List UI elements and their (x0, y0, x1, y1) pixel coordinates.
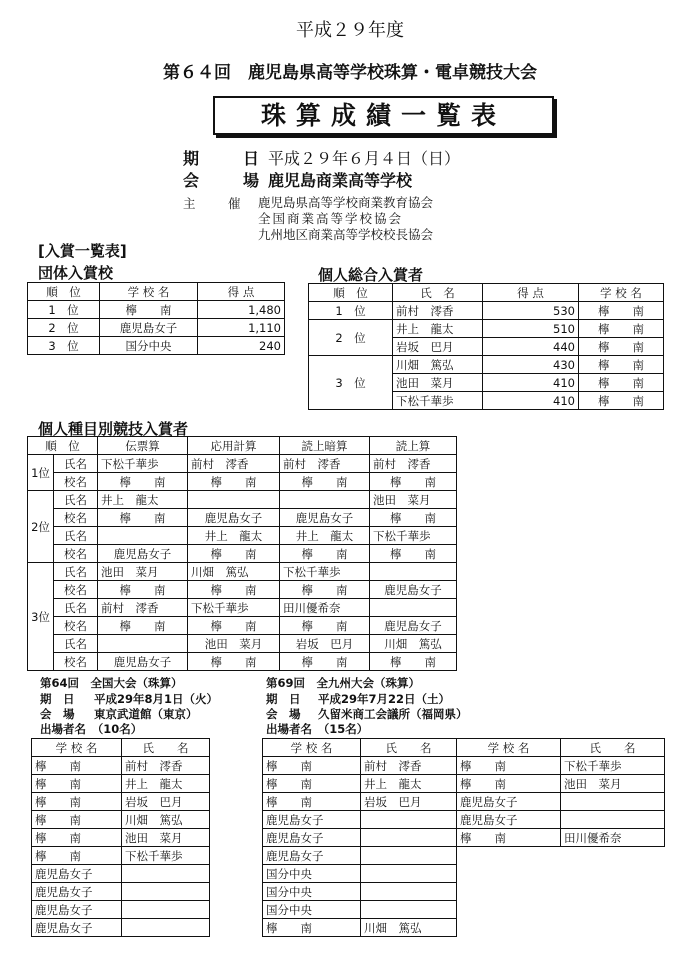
national-date: 平成29年8月1日（火） (94, 692, 219, 706)
event-cell: 檸 南 (188, 545, 280, 563)
kyushu-name (361, 865, 457, 883)
kyushu-line1: 第69回 全九州大会（珠算） (266, 676, 421, 690)
table-row (32, 739, 210, 757)
individual-rank: 3 位 (309, 356, 393, 410)
school-label: 校名 (54, 653, 98, 671)
event-cell: 田川優希奈 (280, 599, 370, 617)
individual-score: 530 (483, 302, 579, 320)
table-row (263, 811, 457, 829)
event-cell: 前村 澪香 (370, 455, 457, 473)
kyushu-count: 出場者名 （15名） (266, 722, 369, 736)
event-cell: 檸 南 (188, 617, 280, 635)
kyushu-date-label: 期 日 (266, 692, 301, 706)
event-cell (370, 599, 457, 617)
event-table (27, 436, 457, 671)
team-rank: 1 位 (28, 301, 100, 319)
table-row (28, 437, 457, 455)
kyushu-name (361, 829, 457, 847)
individual-school: 檸 南 (579, 356, 664, 374)
event-cell: 檸 南 (370, 653, 457, 671)
national-name: 井上 龍太 (122, 775, 210, 793)
individual-name: 前村 澪香 (393, 302, 483, 320)
table-row (457, 793, 665, 811)
kyushu-name (561, 793, 665, 811)
name-label: 氏名 (54, 563, 98, 581)
national-school: 鹿児島女子 (32, 919, 122, 937)
event-cell: 鹿児島女子 (370, 617, 457, 635)
name-label: 氏名 (54, 527, 98, 545)
venue-value: 鹿児島商業高等学校 (268, 171, 413, 190)
kyushu-name: 川畑 篤弘 (361, 919, 457, 937)
event-cell: 池田 菜月 (188, 635, 280, 653)
table-row (263, 847, 457, 865)
kyushu-date: 平成29年7月22日（土） (318, 692, 451, 706)
national-school: 檸 南 (32, 793, 122, 811)
table-row (28, 473, 457, 491)
table-row (309, 320, 664, 338)
event-heading: 第６４回 鹿児島県高等学校珠算・電卓競技大会 (163, 63, 537, 83)
event-cell: 檸 南 (98, 509, 188, 527)
event-header-oyo: 応用計算 (188, 437, 280, 455)
event-cell: 下松千華歩 (98, 455, 188, 473)
event-rank: 3位 (28, 563, 54, 671)
team-table (27, 282, 285, 355)
date-value: 平成２９年６月４日（日） (268, 149, 461, 168)
national-name: 下松千華歩 (122, 847, 210, 865)
event-cell: 川畑 篤弘 (188, 563, 280, 581)
event-cell: 井上 龍太 (98, 491, 188, 509)
event-cell: 檸 南 (98, 473, 188, 491)
individual-school: 檸 南 (579, 338, 664, 356)
table-row (28, 581, 457, 599)
kyushu-name (361, 883, 457, 901)
event-cell: 下松千華歩 (280, 563, 370, 581)
event-cell: 前村 澪香 (98, 599, 188, 617)
table-row (263, 793, 457, 811)
name-label: 氏名 (54, 491, 98, 509)
event-cell: 檸 南 (188, 581, 280, 599)
table-row (263, 919, 457, 937)
event-cell: 下松千華歩 (370, 527, 457, 545)
individual-score: 410 (483, 374, 579, 392)
kyushu-school: 鹿児島女子 (263, 811, 361, 829)
national-school: 檸 南 (32, 847, 122, 865)
year-heading: 平成２９年度 (296, 20, 404, 41)
kyushu-school: 鹿児島女子 (263, 847, 361, 865)
individual-name: 下松千華歩 (393, 392, 483, 410)
table-row (32, 847, 210, 865)
kyushu-school: 檸 南 (263, 919, 361, 937)
event-cell: 井上 龍太 (188, 527, 280, 545)
kyushu-school: 鹿児島女子 (263, 829, 361, 847)
event-cell: 池田 菜月 (370, 491, 457, 509)
event-cell (280, 491, 370, 509)
table-row (28, 545, 457, 563)
kyushu-school: 檸 南 (263, 757, 361, 775)
kyushu-name: 前村 澪香 (361, 757, 457, 775)
team-header-score: 得 点 (198, 283, 285, 301)
table-row (28, 563, 457, 581)
event-cell: 檸 南 (370, 473, 457, 491)
event-cell (98, 527, 188, 545)
name-label: 氏名 (54, 455, 98, 473)
table-row (32, 919, 210, 937)
table-row (457, 757, 665, 775)
document-title: 珠算成績一覧表 (213, 96, 554, 135)
name-label: 氏名 (54, 599, 98, 617)
national-name (122, 919, 210, 937)
individual-school: 檸 南 (579, 302, 664, 320)
event-cell: 鹿児島女子 (280, 509, 370, 527)
kyushu-school: 檸 南 (457, 757, 561, 775)
kyushu-school: 鹿児島女子 (457, 793, 561, 811)
team-rank: 2 位 (28, 319, 100, 337)
individual-rank: 1 位 (309, 302, 393, 320)
table-row (457, 775, 665, 793)
kyushu-school: 檸 南 (263, 793, 361, 811)
table-row (457, 811, 665, 829)
individual-score: 430 (483, 356, 579, 374)
table-row (309, 284, 664, 302)
team-score: 1,110 (198, 319, 285, 337)
kyushu-name: 井上 龍太 (361, 775, 457, 793)
table-row (28, 301, 285, 319)
kyushu-school: 檸 南 (457, 775, 561, 793)
host-1: 鹿児島県高等学校商業教育協会 (258, 195, 434, 210)
host-label: 主 催 (183, 196, 251, 211)
team-school: 檸 南 (100, 301, 198, 319)
national-line1: 第64回 全国大会（珠算） (40, 676, 183, 690)
event-cell: 岩坂 巴月 (280, 635, 370, 653)
table-row (28, 283, 285, 301)
awards-heading: [入賞一覧表] (38, 242, 127, 260)
team-score: 240 (198, 337, 285, 355)
event-header-anzan: 読上暗算 (280, 437, 370, 455)
kyushu-school: 国分中央 (263, 883, 361, 901)
individual-rank: 2 位 (309, 320, 393, 356)
event-heading-title: 個人種目別競技入賞者 (38, 420, 189, 438)
event-rank: 1位 (28, 455, 54, 491)
kyushu-table-left (262, 738, 457, 937)
table-row (32, 793, 210, 811)
host-2: 全国商業高等学校協会 (258, 211, 404, 226)
individual-name: 井上 龍太 (393, 320, 483, 338)
event-rank: 2位 (28, 491, 54, 563)
national-venue-label: 会 場 (40, 707, 75, 721)
event-cell: 下松千華歩 (188, 599, 280, 617)
kyushu-school: 鹿児島女子 (457, 811, 561, 829)
kyushu-venue-label: 会 場 (266, 707, 301, 721)
kyushu-school: 国分中央 (263, 865, 361, 883)
event-cell: 鹿児島女子 (188, 509, 280, 527)
kyushu-header-name: 氏 名 (361, 739, 457, 757)
table-row (28, 509, 457, 527)
team-score: 1,480 (198, 301, 285, 319)
school-label: 校名 (54, 581, 98, 599)
event-cell: 檸 南 (188, 653, 280, 671)
event-header-yomiage: 読上算 (370, 437, 457, 455)
kyushu-header-school-2: 学 校 名 (457, 739, 561, 757)
table-row (28, 455, 457, 473)
national-school: 檸 南 (32, 757, 122, 775)
kyushu-school: 檸 南 (263, 775, 361, 793)
table-row (28, 527, 457, 545)
event-cell: 井上 龍太 (280, 527, 370, 545)
team-rank: 3 位 (28, 337, 100, 355)
national-name: 岩坂 巴月 (122, 793, 210, 811)
individual-header-school: 学 校 名 (579, 284, 664, 302)
national-venue: 東京武道館（東京） (94, 707, 198, 721)
event-header-rank: 順 位 (28, 437, 98, 455)
table-row (32, 901, 210, 919)
event-cell: 檸 南 (280, 581, 370, 599)
school-label: 校名 (54, 509, 98, 527)
school-label: 校名 (54, 473, 98, 491)
national-count: 出場者名 （10名） (40, 722, 143, 736)
individual-school: 檸 南 (579, 392, 664, 410)
table-row (28, 599, 457, 617)
kyushu-name (561, 811, 665, 829)
event-cell: 檸 南 (280, 617, 370, 635)
individual-name: 池田 菜月 (393, 374, 483, 392)
kyushu-venue: 久留米商工会議所（福岡県） (318, 707, 468, 721)
table-row (32, 829, 210, 847)
school-label: 校名 (54, 617, 98, 635)
individual-header-name: 氏 名 (393, 284, 483, 302)
kyushu-table-right (456, 738, 665, 847)
date-label: 期 日 (183, 149, 274, 168)
national-name: 川畑 篤弘 (122, 811, 210, 829)
kyushu-school: 檸 南 (457, 829, 561, 847)
team-school: 鹿児島女子 (100, 319, 198, 337)
host-3: 九州地区商業高等学校校長協会 (258, 227, 434, 242)
table-row (263, 865, 457, 883)
national-table (31, 738, 210, 937)
event-cell: 檸 南 (280, 545, 370, 563)
event-cell: 檸 南 (98, 617, 188, 635)
kyushu-name (361, 847, 457, 865)
table-row (32, 757, 210, 775)
table-row (32, 883, 210, 901)
kyushu-name: 下松千華歩 (561, 757, 665, 775)
kyushu-name (361, 901, 457, 919)
event-cell: 檸 南 (280, 473, 370, 491)
kyushu-school: 国分中央 (263, 901, 361, 919)
national-name (122, 883, 210, 901)
kyushu-name: 岩坂 巴月 (361, 793, 457, 811)
kyushu-name (361, 811, 457, 829)
national-name (122, 901, 210, 919)
event-cell: 檸 南 (188, 473, 280, 491)
team-heading: 団体入賞校 (38, 264, 114, 282)
event-cell: 檸 南 (280, 653, 370, 671)
table-row (28, 635, 457, 653)
table-row (28, 617, 457, 635)
event-cell: 鹿児島女子 (98, 545, 188, 563)
individual-score: 440 (483, 338, 579, 356)
individual-school: 檸 南 (579, 374, 664, 392)
kyushu-name: 池田 菜月 (561, 775, 665, 793)
event-cell: 川畑 篤弘 (370, 635, 457, 653)
individual-score: 510 (483, 320, 579, 338)
national-school: 鹿児島女子 (32, 865, 122, 883)
school-label: 校名 (54, 545, 98, 563)
individual-score: 410 (483, 392, 579, 410)
table-row (32, 865, 210, 883)
event-cell (188, 491, 280, 509)
national-school: 鹿児島女子 (32, 901, 122, 919)
national-school: 檸 南 (32, 829, 122, 847)
table-row (263, 883, 457, 901)
event-cell: 鹿児島女子 (98, 653, 188, 671)
individual-header-rank: 順 位 (309, 284, 393, 302)
event-cell (98, 635, 188, 653)
table-row (263, 739, 457, 757)
national-name: 前村 澪香 (122, 757, 210, 775)
event-cell (370, 563, 457, 581)
kyushu-name: 田川優希奈 (561, 829, 665, 847)
national-name (122, 865, 210, 883)
event-cell: 檸 南 (370, 509, 457, 527)
table-row (28, 319, 285, 337)
national-header-name: 氏 名 (122, 739, 210, 757)
kyushu-header-school: 学 校 名 (263, 739, 361, 757)
event-cell: 檸 南 (98, 581, 188, 599)
table-row (263, 901, 457, 919)
name-label: 氏名 (54, 635, 98, 653)
national-name: 池田 菜月 (122, 829, 210, 847)
national-school: 檸 南 (32, 811, 122, 829)
national-header-school: 学 校 名 (32, 739, 122, 757)
event-cell: 前村 澪香 (280, 455, 370, 473)
individual-name: 岩坂 巴月 (393, 338, 483, 356)
table-row (457, 739, 665, 757)
national-school: 檸 南 (32, 775, 122, 793)
individual-table (308, 283, 664, 410)
table-row (457, 829, 665, 847)
table-row (32, 811, 210, 829)
team-header-school: 学 校 名 (100, 283, 198, 301)
table-row (28, 337, 285, 355)
individual-name: 川畑 篤弘 (393, 356, 483, 374)
national-date-label: 期 日 (40, 692, 75, 706)
table-row (263, 757, 457, 775)
table-row (309, 356, 664, 374)
individual-header-score: 得 点 (483, 284, 579, 302)
event-header-denpyo: 伝票算 (98, 437, 188, 455)
event-cell: 池田 菜月 (98, 563, 188, 581)
individual-school: 檸 南 (579, 320, 664, 338)
kyushu-header-name-2: 氏 名 (561, 739, 665, 757)
table-row (309, 302, 664, 320)
team-school: 国分中央 (100, 337, 198, 355)
team-header-rank: 順 位 (28, 283, 100, 301)
table-row (32, 775, 210, 793)
event-cell: 檸 南 (370, 545, 457, 563)
event-cell: 前村 澪香 (188, 455, 280, 473)
table-row (263, 829, 457, 847)
national-school: 鹿児島女子 (32, 883, 122, 901)
event-cell: 鹿児島女子 (370, 581, 457, 599)
table-row (263, 775, 457, 793)
individual-heading: 個人総合入賞者 (318, 266, 424, 284)
venue-label: 会 場 (183, 171, 274, 190)
table-row (28, 653, 457, 671)
table-row (28, 491, 457, 509)
